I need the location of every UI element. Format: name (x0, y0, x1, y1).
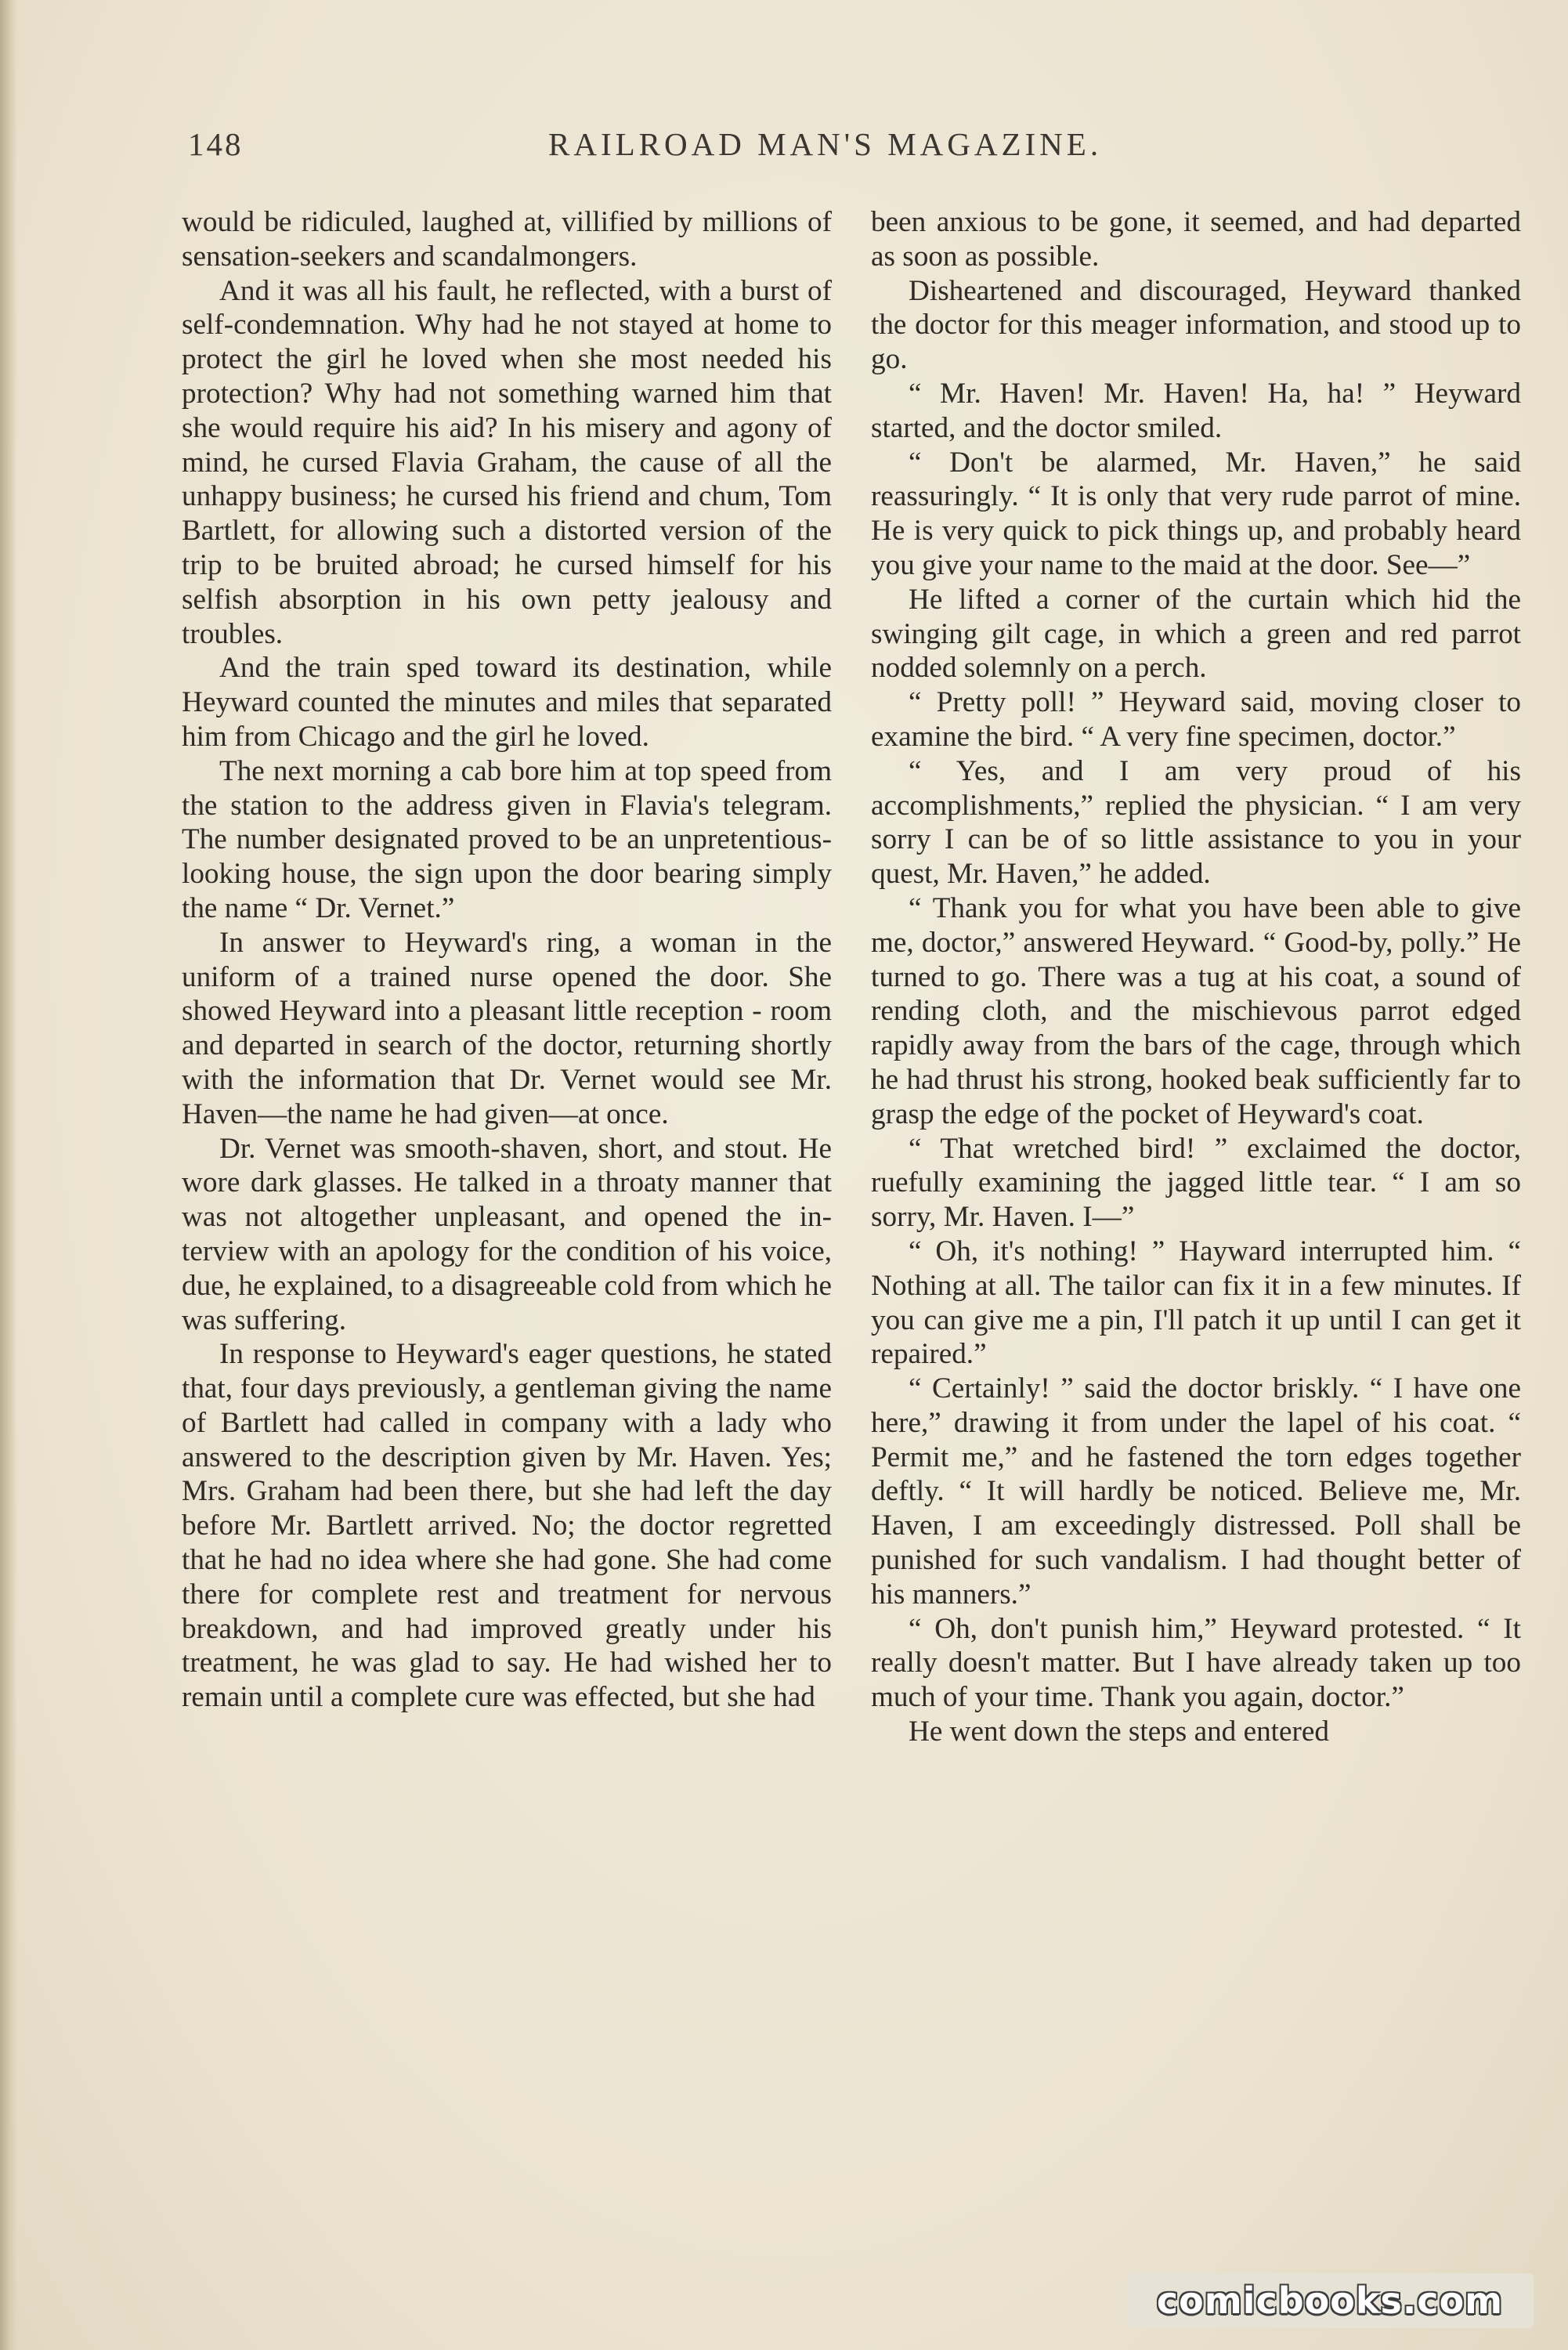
paragraph: He lifted a corner of the curtain which hid the swinging gilt cage, in which a green and red parrot nodded solemnly on a perch. (871, 583, 1521, 685)
paragraph: “ Mr. Haven! Mr. Haven! Ha, ha! ” Heyward started, and the doctor smiled. (871, 377, 1521, 444)
paragraph: “ Certainly! ” said the doctor briskly. “ I have one here,” drawing it from under the lapel of his coat. “ Permit me,” and he fastened the torn edges together deftly. “ It will hardly be noticed. Believe me, Mr. Haven, I am exceedingly distressed. Poll shall be punished for such vandalism. I had thought better of his manners.” (871, 1372, 1521, 1611)
paragraph: The next morning a cab bore him at top speed from the station to the address given in Flavia's telegram. The number designated proved to be an unpretentious-looking house, the sign upon the door bearing simply the name “ Dr. Vernet.” (182, 754, 832, 924)
paragraph: Disheartened and discouraged, Heyward thanked the doctor for this meager information, and stood up to go. (871, 274, 1521, 376)
paragraph: And the train sped toward its destination, while Heyward counted the minutes and miles that separated him from Chicago and the girl he loved. (182, 652, 832, 753)
paragraph: In answer to Heyward's ring, a woman in the uniform of a trained nurse opened the door. She showed Heyward into a pleasant little reception - room and departed in search of the doctor, returning shortly with the information that Dr. Vernet would see Mr. Haven—the name he had given—at once. (182, 926, 832, 1130)
page-binding-edge (0, 0, 17, 2350)
paragraph: Dr. Vernet was smooth-shaven, short, and stout. He wore dark glasses. He talked in a throaty manner that was not altogether unpleasant, and opened the interview with an apology for the condition of his voice, due, he explained, to a disagreeable cold from which he was suffering. (182, 1132, 832, 1336)
paragraph: “ That wretched bird! ” exclaimed the doctor, ruefully examining the jagged little tear. “ I am so sorry, Mr. Haven. I—” (871, 1132, 1521, 1234)
paragraph: “ Don't be alarmed, Mr. Haven,” he said reassuringly. “ It is only that very rude parrot of mine. He is very quick to pick things up, and probably heard you give your name to the maid at the door. See—” (871, 446, 1521, 581)
paragraph: “ Oh, it's nothing! ” Hayward interrupted him. “ Nothing at all. The tailor can fix it in a few minutes. If you can give me a pin, I'll patch it up until I can get it repaired.” (871, 1235, 1521, 1371)
running-title: RAILROAD MAN'S MAGAZINE. (548, 126, 1103, 162)
watermark-logo: comicbooks.com (1126, 2273, 1534, 2328)
page-number: 148 (188, 126, 244, 162)
paragraph: would be ridiculed, laughed at, villified by millions of sensation-seekers and scandalmongers. (182, 206, 832, 273)
left-text-column (182, 205, 832, 1715)
page-header (188, 125, 1504, 172)
paragraph: been anxious to be gone, it seemed, and had departed as soon as possible. (871, 206, 1521, 273)
paragraph: “ Yes, and I am very proud of his accomplishments,” replied the physician. “ I am very sorry I can be of so little assistance to you in your quest, Mr. Haven,” he added. (871, 754, 1521, 891)
paragraph: “ Oh, don't punish him,” Heyward protested. “ It really doesn't matter. But I have already taken up too much of your time. Thank you again, doctor.” (871, 1612, 1521, 1714)
paragraph: “ Pretty poll! ” Heyward said, moving closer to examine the bird. “ A very fine specimen, doctor.” (871, 686, 1521, 753)
paragraph: In response to Heyward's eager questions, he stated that, four days previously, a gentleman giving the name of Bartlett had called in company with a lady who answered to the description given by Mr. Haven. Yes; Mrs. Graham had been there, but she had left the day before Mr. Bartlett arrived. No; the doctor regretted that he had no idea where she had gone. She had come there for complete rest and treatment for nervous breakdown, and had improved greatly under his treatment, he was glad to say. He had wished her to remain until a complete cure was effected, but she had (182, 1338, 832, 1714)
paragraph: And it was all his fault, he reflected, with a burst of self-condemnation. Why had he not stayed at home to protect the girl he loved when she most needed his protection? Why had not something warned him that she would require his aid? In his misery and agony of mind, he cursed Flavia Graham, the cause of all the unhappy business; he cursed his friend and chum, Tom Bartlett, for allowing such a distorted version of the trip to be bruited abroad; he cursed himself for his selfish absorption in his own petty jealousy and troubles. (182, 274, 832, 650)
right-text-column (871, 205, 1521, 1749)
paragraph: “ Thank you for what you have been able to give me, doctor,” answered Heyward. “ Good-by, polly.” He turned to go. There was a tug at his coat, a sound of rending cloth, and the mischievous parrot edged rapidly away from the bars of the cage, through which he had thrust his strong, hooked beak sufficiently far to grasp the edge of the pocket of Heyward's coat. (871, 891, 1521, 1130)
paragraph: He went down the steps and entered (909, 1716, 1329, 1748)
